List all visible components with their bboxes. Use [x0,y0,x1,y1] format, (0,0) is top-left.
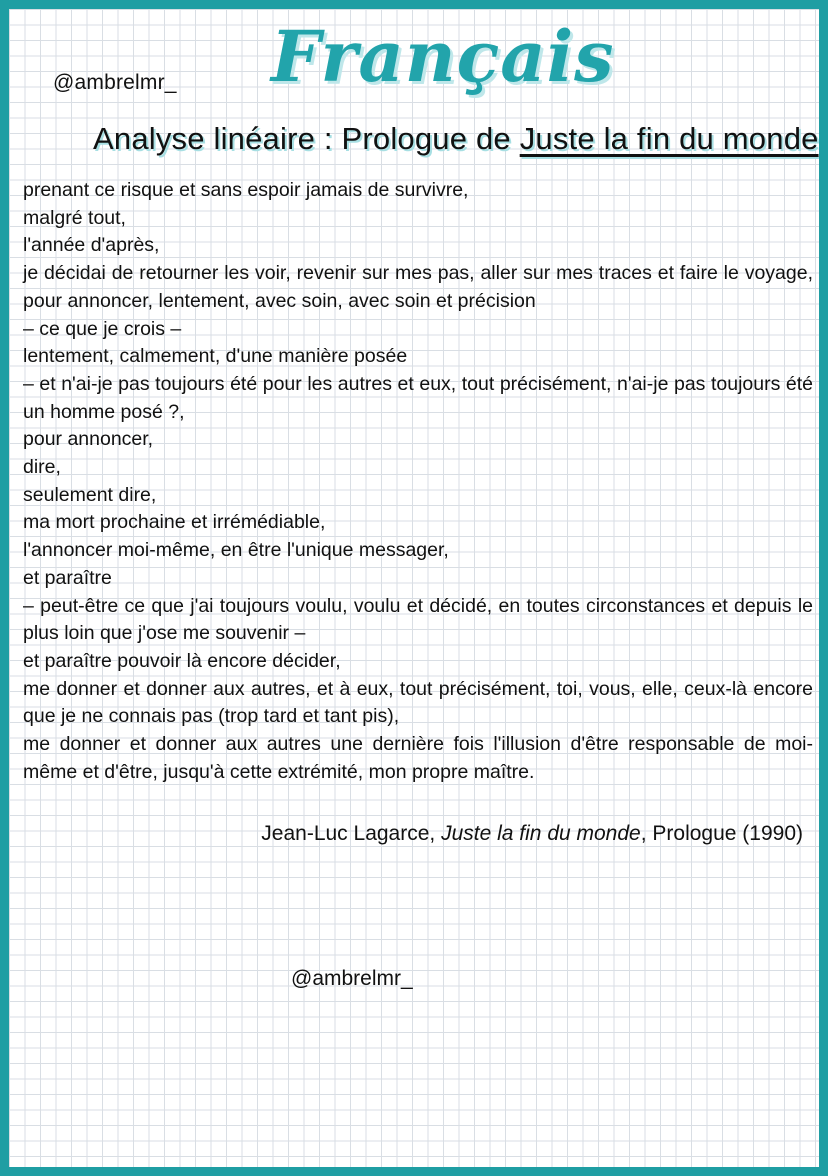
author-handle-top: @ambrelmr_ [53,71,177,94]
excerpt-line: me donner et donner aux autres, et à eux, tout précisément, toi, vous, elle, ceux-là encore que je ne connais pas (trop tard et tant pis), [23,677,813,728]
page-title: Français [271,15,615,98]
excerpt-line: – ce que je crois – [23,317,182,340]
excerpt-line: malgré tout, [23,206,126,229]
excerpt-line: lentement, calmement, d'une manière posée [23,345,408,368]
excerpt-line: pour annoncer, [23,428,154,451]
subtitle [93,121,819,157]
excerpt-line: prenant ce risque et sans espoir jamais de survivre, [23,179,469,201]
excerpt-line: l'année d'après, [23,234,160,257]
excerpt-line: et paraître [23,566,112,589]
excerpt-line: seulement dire, [23,483,157,506]
excerpt-line: je décidai de retourner les voir, revenir sur mes pas, aller sur mes traces et faire le voyage, pour annoncer, lentement, avec soin, avec soin et précision [23,262,813,312]
excerpt-line: ma mort prochaine et irrémédiable, [23,511,326,534]
author-handle-bottom: @ambrelmr_ [291,967,413,990]
subtitle-work-title: Juste la fin du monde [519,121,819,156]
excerpt-line: – peut-être ce que j'ai toujours voulu, voulu et décidé, en toutes circonstances et depuis le plus loin que j'ose me souvenir – [23,594,813,645]
source-citation [261,822,803,846]
excerpt-line: l'annoncer moi-même, en être l'unique messager, [23,539,449,562]
excerpt-line: dire, [23,456,61,479]
excerpt-line: – et n'ai-je pas toujours été pour les autres et eux, tout précisément, n'ai-je pas toujours été un homme posé ?, [23,372,813,423]
subtitle-prefix: Analyse linéaire : Prologue de [93,121,520,156]
excerpt-line: et paraître pouvoir là encore décider, [23,649,341,672]
excerpt-text [23,177,813,786]
citation-rest: , Prologue (1990) [640,822,803,845]
citation-work: Juste la fin du monde [441,822,641,845]
citation-author: Jean-Luc Lagarce, [261,822,442,845]
excerpt-line: me donner et donner aux autres une dernière fois l'illusion d'être responsable de moi-même et d'être, jusqu'à cette extrémité, mon propre maître. [23,733,813,783]
